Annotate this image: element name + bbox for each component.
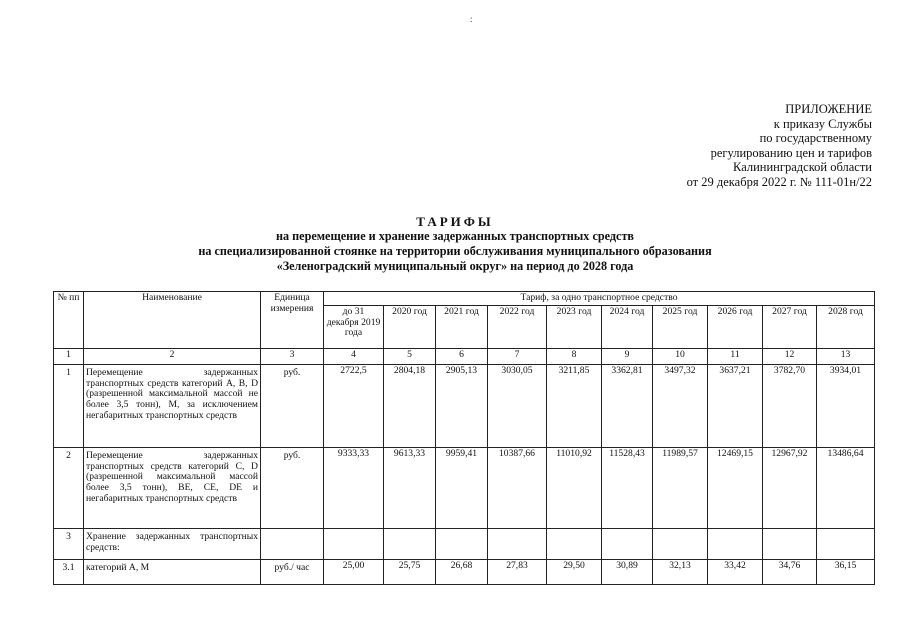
tariff-value: 32,13: [653, 559, 708, 584]
row-name: Перемещение задержанных транспортных средств категорий C, D (разрешенной максимальной массой более 3,5 тонн), BE, CE, DE и негабаритных транспортных средств: [84, 447, 261, 528]
column-number: 5: [384, 348, 436, 364]
appendix-block: [612, 102, 872, 190]
table-body: [54, 364, 875, 584]
tariff-value: 11989,57: [653, 447, 708, 528]
header-year: 2028 год: [817, 305, 875, 348]
row-number: 2: [54, 447, 84, 528]
column-number: 11: [708, 348, 763, 364]
header-year: до 31 декабря 2019 года: [324, 305, 384, 348]
tariff-value: 10387,66: [488, 447, 547, 528]
tariff-value: [602, 528, 653, 559]
tariff-value: 3497,32: [653, 364, 708, 447]
tariff-value: 11528,43: [602, 447, 653, 528]
tariff-value: 29,50: [547, 559, 602, 584]
row-name: Перемещение задержанных транспортных средств категорий A, B, D (разрешенной максимальной массой не более 3,5 тонн), M, за исключением негабаритных транспортных средств: [84, 364, 261, 447]
row-number: 1: [54, 364, 84, 447]
row-unit: руб.: [261, 364, 324, 447]
tariff-value: 2905,13: [436, 364, 488, 447]
title-sub-line: «Зеленоградский муниципальный округ» на период до 2028 года: [276, 259, 634, 274]
tariff-value: [324, 528, 384, 559]
header-year: 2022 год: [488, 305, 547, 348]
column-number: 8: [547, 348, 602, 364]
column-number: 10: [653, 348, 708, 364]
tariff-value: 9333,33: [324, 447, 384, 528]
tariff-value: 3362,81: [602, 364, 653, 447]
tariff-value: [708, 528, 763, 559]
table-row: [54, 559, 875, 584]
tariff-value: [547, 528, 602, 559]
tariff-value: 25,00: [324, 559, 384, 584]
header-year: 2027 год: [763, 305, 817, 348]
tariff-value: 27,83: [488, 559, 547, 584]
row-name: категорий A, M: [84, 559, 261, 584]
tariff-value: 33,42: [708, 559, 763, 584]
column-number: 7: [488, 348, 547, 364]
column-number-row: [54, 348, 875, 364]
tariff-value: [653, 528, 708, 559]
tariff-value: 13486,64: [817, 447, 875, 528]
column-number: 1: [54, 348, 84, 364]
row-unit: [261, 528, 324, 559]
appendix-line: к приказу Службы: [773, 116, 872, 131]
title-sub-line: на перемещение и хранение задержанных транспортных средств: [275, 229, 635, 243]
header-row: [54, 292, 875, 306]
tariff-value: 3637,21: [708, 364, 763, 447]
page-mark: :: [470, 14, 473, 24]
row-unit: руб.: [261, 447, 324, 528]
tariff-value: [763, 528, 817, 559]
tariff-value: 9613,33: [384, 447, 436, 528]
title-sub-line: на специализированной стоянке на территории обслуживания муниципального образования: [198, 244, 712, 259]
row-unit: руб./ час: [261, 559, 324, 584]
tariffs-table: [53, 291, 875, 585]
appendix-line: по государственному: [759, 131, 872, 146]
row-number: 3.1: [54, 559, 84, 584]
table-row: [54, 528, 875, 559]
tariff-value: 2804,18: [384, 364, 436, 447]
tariff-value: [488, 528, 547, 559]
tariff-value: [817, 528, 875, 559]
header-num: № пп: [54, 292, 84, 349]
header-unit: Единица измерения: [261, 292, 324, 349]
tariff-value: 30,89: [602, 559, 653, 584]
table-row: [54, 364, 875, 447]
appendix-line: регулированию цен и тарифов: [710, 145, 872, 160]
tariff-value: 12469,15: [708, 447, 763, 528]
tariff-value: [436, 528, 488, 559]
header-year: 2020 год: [384, 305, 436, 348]
appendix-line: Калининградской области: [733, 160, 872, 175]
tariff-value: 25,75: [384, 559, 436, 584]
header-year: 2026 год: [708, 305, 763, 348]
header-name: Наименование: [84, 292, 261, 349]
tariff-value: 3782,70: [763, 364, 817, 447]
tariff-value: 11010,92: [547, 447, 602, 528]
row-number: 3: [54, 528, 84, 559]
header-year: 2024 год: [602, 305, 653, 348]
column-number: 6: [436, 348, 488, 364]
tariff-value: 9959,41: [436, 447, 488, 528]
tariff-value: 34,76: [763, 559, 817, 584]
appendix-line: от 29 декабря 2022 г. № 111-01н/22: [686, 174, 872, 189]
tariff-value: 3030,05: [488, 364, 547, 447]
column-number: 9: [602, 348, 653, 364]
tariff-value: [384, 528, 436, 559]
tariff-value: 2722,5: [324, 364, 384, 447]
column-number: 4: [324, 348, 384, 364]
header-year: 2023 год: [547, 305, 602, 348]
appendix-line: ПРИЛОЖЕНИЕ: [785, 102, 872, 116]
tariff-value: 36,15: [817, 559, 875, 584]
tariff-value: 26,68: [436, 559, 488, 584]
tariff-value: 12967,92: [763, 447, 817, 528]
header-year: 2021 год: [436, 305, 488, 348]
tariff-value: 3211,85: [547, 364, 602, 447]
table-row: [54, 447, 875, 528]
column-number: 12: [763, 348, 817, 364]
header-tariff: Тариф, за одно транспортное средство: [324, 292, 875, 306]
column-number: 13: [817, 348, 875, 364]
tariff-value: 3934,01: [817, 364, 875, 447]
title-main: ТАРИФЫ: [416, 214, 494, 229]
column-number: 3: [261, 348, 324, 364]
document-title: [60, 214, 850, 275]
header-year: 2025 год: [653, 305, 708, 348]
row-name: Хранение задержанных транспортных средств:: [84, 528, 261, 559]
column-number: 2: [84, 348, 261, 364]
